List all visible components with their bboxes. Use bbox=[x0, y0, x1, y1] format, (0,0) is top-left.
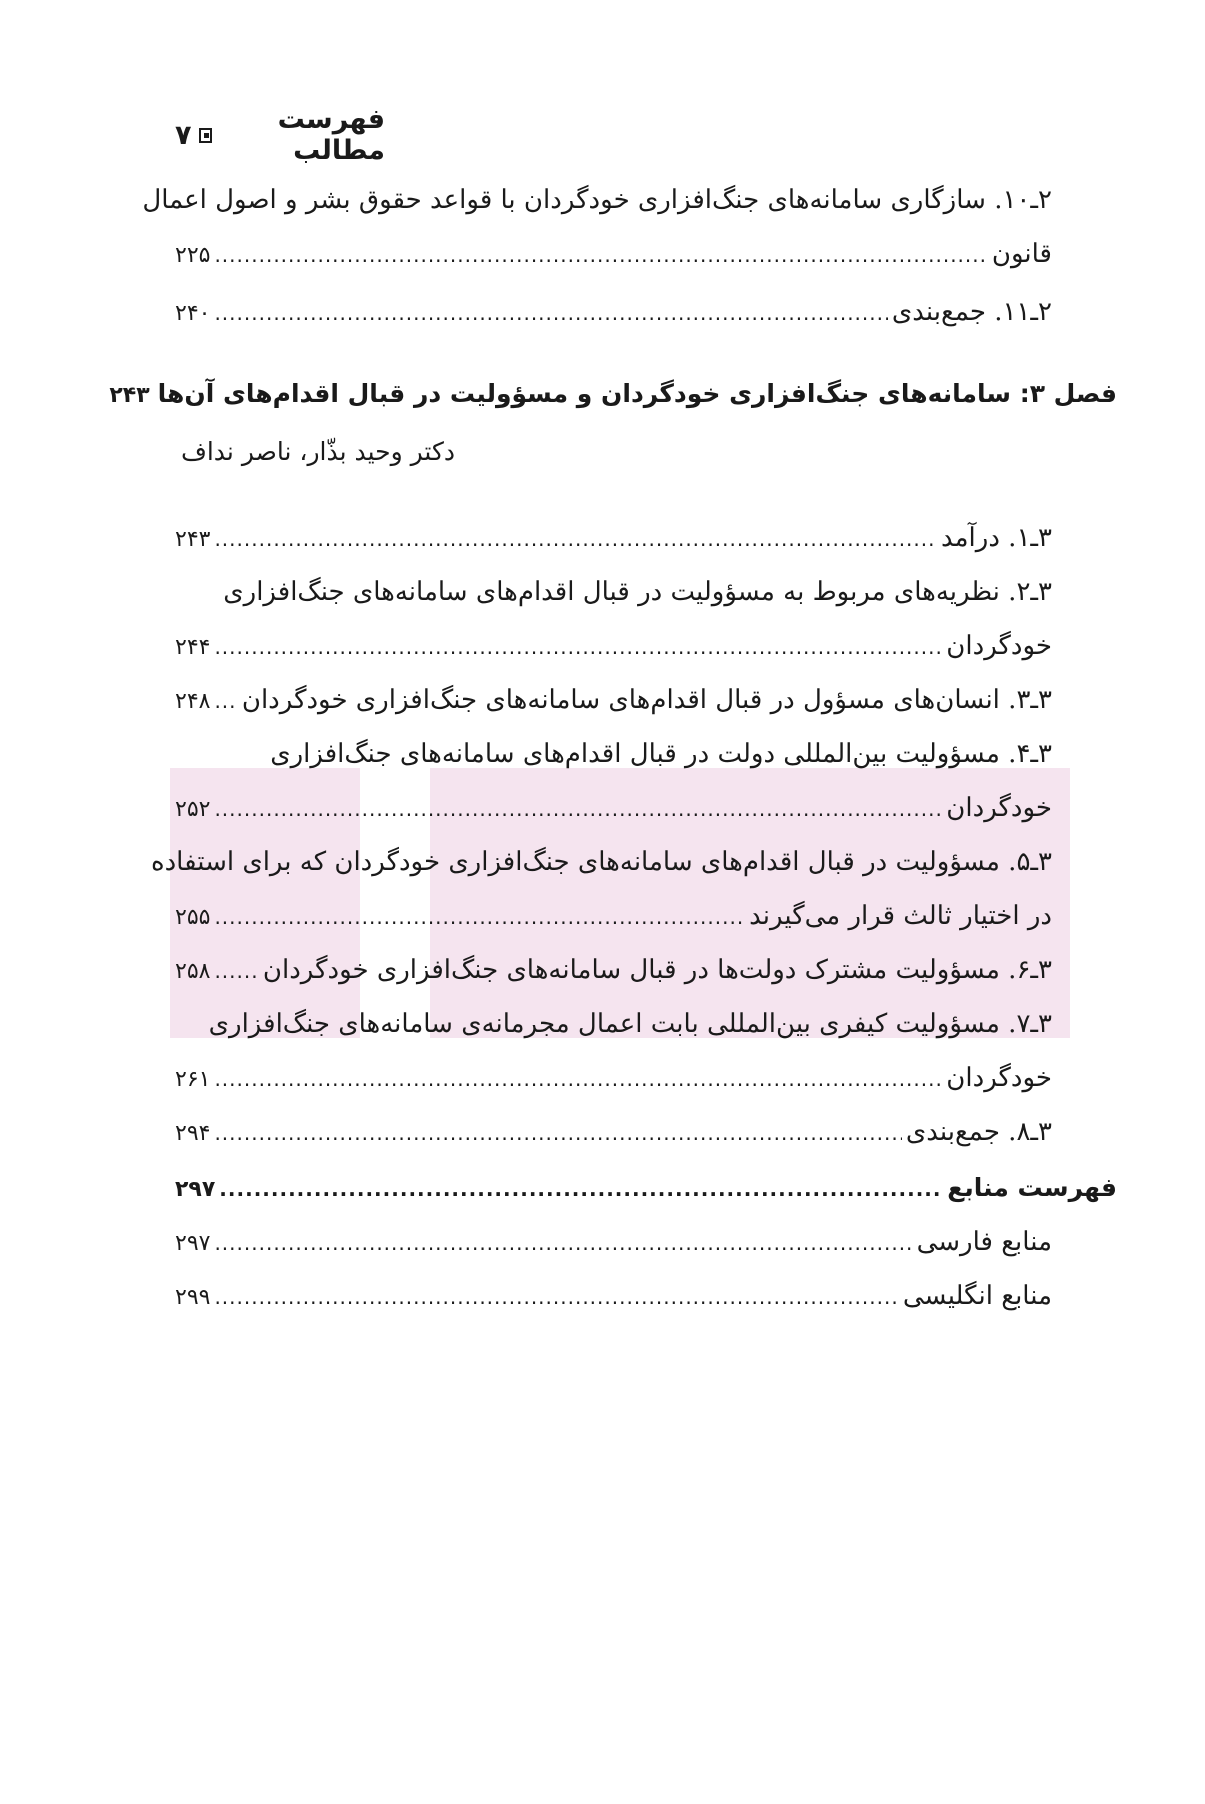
toc-entry[interactable] bbox=[175, 292, 1052, 332]
toc-entry-text: ۳ـ۴. مسؤولیت بین‌المللی دولت در قبال اقدام‌های سامانه‌های جنگ‌افزاری bbox=[270, 739, 1052, 769]
toc-entry-text: ۲ـ۱۰. سازگاری سامانه‌های جنگ‌افزاری خودگردان با قواعد حقوق بشر و اصول اعمال bbox=[142, 185, 1052, 215]
toc-entry-page: ۲۹۷ bbox=[175, 1231, 211, 1256]
dot-leader bbox=[214, 293, 887, 333]
chapter-heading[interactable] bbox=[109, 374, 1117, 414]
toc-entry[interactable] bbox=[175, 1004, 1052, 1044]
sources-title: فهرست منابع bbox=[947, 1173, 1117, 1202]
toc-entry-text: ۳ـ۲. نظریه‌های مربوط به مسؤولیت در قبال اقدام‌های سامانه‌های جنگ‌افزاری bbox=[223, 577, 1052, 607]
header-page-number: ۷ bbox=[175, 119, 192, 151]
toc-entry-text: ۳ـ۷. مسؤولیت کیفری بین‌المللی بابت اعمال مجرمانه‌ی سامانه‌های جنگ‌افزاری bbox=[208, 1009, 1052, 1039]
dot-leader bbox=[214, 1223, 912, 1263]
toc-entry-page: ۲۴۰ bbox=[175, 301, 211, 326]
toc-entry[interactable] bbox=[175, 734, 1052, 774]
toc-entry-text: ۳ـ۱. درآمد bbox=[940, 523, 1052, 553]
toc-entry-page: ۲۴۴ bbox=[175, 635, 211, 660]
toc-entry-text: در اختیار ثالث قرار می‌گیرند bbox=[749, 901, 1052, 931]
toc-entry-text: ۳ـ۵. مسؤولیت در قبال اقدام‌های سامانه‌های جنگ‌افزاری خودگردان که برای استفاده bbox=[150, 847, 1052, 877]
sources-page: ۲۹۷ bbox=[175, 1177, 216, 1202]
toc-entry[interactable] bbox=[150, 842, 1052, 882]
square-bullet-icon bbox=[199, 128, 212, 143]
chapter-page: ۲۴۳ bbox=[109, 383, 150, 408]
toc-entry-text: خودگردان bbox=[946, 793, 1052, 823]
toc-entry-text: منابع فارسی bbox=[916, 1227, 1052, 1257]
toc-entry-page: ۲۴۸ bbox=[175, 689, 211, 714]
toc-entry-text: ۳ـ۸. جمع‌بندی bbox=[905, 1117, 1052, 1147]
chapter-title: فصل ۳: سامانه‌های جنگ‌افزاری خودگردان و مسؤولیت در قبال اقدام‌های آن‌ها bbox=[157, 379, 1117, 408]
toc-entry-page: ۲۲۵ bbox=[175, 243, 211, 268]
toc-entry[interactable] bbox=[175, 680, 1052, 720]
toc-entry[interactable] bbox=[175, 788, 1052, 828]
dot-leader bbox=[214, 681, 237, 721]
toc-entry[interactable] bbox=[175, 1276, 1052, 1316]
dot-leader bbox=[214, 951, 258, 991]
toc-entry-page: ۲۵۵ bbox=[175, 905, 211, 930]
toc-entry[interactable] bbox=[175, 1112, 1052, 1152]
running-header bbox=[175, 104, 385, 166]
dot-leader bbox=[214, 519, 937, 559]
toc-entry-page: ۲۹۹ bbox=[175, 1285, 211, 1310]
toc-entry[interactable] bbox=[175, 626, 1052, 666]
toc-entry[interactable] bbox=[175, 1222, 1052, 1262]
toc-entry-page: ۲۴۳ bbox=[175, 527, 211, 552]
toc-entry-text: خودگردان bbox=[946, 631, 1052, 661]
header-title: فهرست مطالب bbox=[277, 104, 385, 166]
toc-entry-page: ۲۶۱ bbox=[175, 1067, 211, 1092]
toc-entry-text: قانون bbox=[991, 239, 1052, 269]
dot-leader bbox=[214, 789, 942, 829]
toc-entry[interactable] bbox=[175, 572, 1052, 612]
dot-leader bbox=[214, 235, 987, 275]
dot-leader bbox=[214, 897, 745, 937]
toc-entry[interactable] bbox=[175, 518, 1052, 558]
chapter-authors: دکتر وحید بذّار، ناصر نداف bbox=[180, 437, 455, 466]
dot-leader bbox=[214, 627, 942, 667]
toc-entry[interactable] bbox=[175, 896, 1052, 936]
toc-entry-text: منابع انگلیسی bbox=[902, 1281, 1052, 1311]
toc-entry-page: ۲۹۴ bbox=[175, 1121, 211, 1146]
dot-leader bbox=[214, 1113, 901, 1153]
toc-entry-text: ۳ـ۶. مسؤولیت مشترک دولت‌ها در قبال سامانه‌های جنگ‌افزاری خودگردان bbox=[262, 955, 1052, 985]
toc-entry-text: خودگردان bbox=[946, 1063, 1052, 1093]
dot-leader bbox=[214, 1059, 942, 1099]
toc-entry[interactable] bbox=[175, 950, 1052, 990]
toc-entry-text: ۳ـ۳. انسان‌های مسؤول در قبال اقدام‌های سامانه‌های جنگ‌افزاری خودگردان bbox=[241, 685, 1052, 715]
dot-leader bbox=[219, 1169, 943, 1209]
toc-entry[interactable] bbox=[142, 180, 1052, 220]
toc-entry-page: ۲۵۲ bbox=[175, 797, 211, 822]
dot-leader bbox=[214, 1277, 898, 1317]
toc-entry-page: ۲۵۸ bbox=[175, 959, 211, 984]
toc-entry[interactable] bbox=[175, 1058, 1052, 1098]
toc-entry-text: ۲ـ۱۱. جمع‌بندی bbox=[891, 297, 1052, 327]
sources-heading[interactable] bbox=[175, 1168, 1117, 1208]
toc-entry[interactable] bbox=[175, 234, 1052, 274]
